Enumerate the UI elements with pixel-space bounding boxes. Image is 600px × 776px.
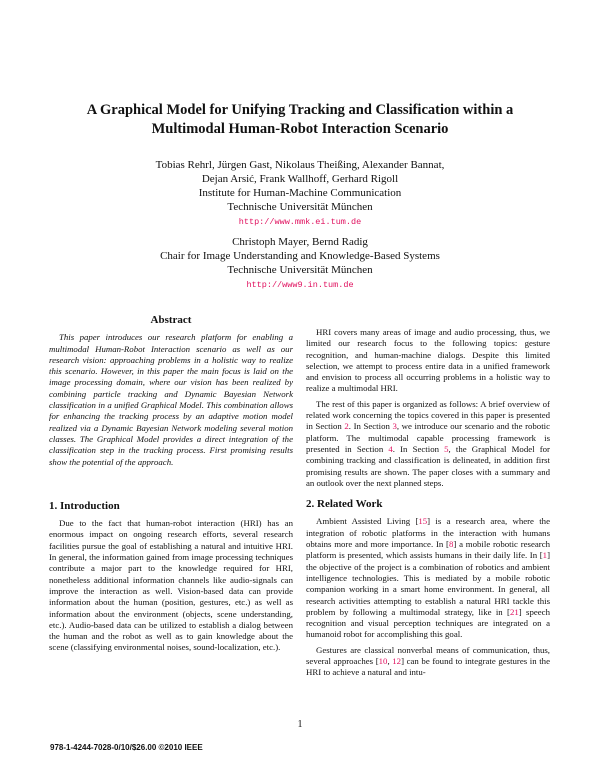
copyright-footer: 978-1-4244-7028-0/10/$26.00 ©2010 IEEE [50,743,203,752]
ref-section-4[interactable]: 4 [388,443,393,454]
text-span: . In Section [392,443,445,454]
right-column [306,327,550,683]
left-column [49,315,293,658]
citation-15[interactable]: 15 [418,516,428,527]
institute-2: Chair for Image Understanding and Knowledge-Based Systems [160,250,440,262]
ref-section-2[interactable]: 2 [344,421,349,432]
institute: Institute for Human-Machine Communication [198,187,402,199]
right-paragraph-4 [306,645,550,679]
text-span: , we introduce our scenario and the robotic platform. The multimodal capable processing framework is presented in Section [306,421,550,454]
text-span: ] speech recognition and visual perception techniques are integrated on a humanoid robot for accomplishing this goal. [306,606,550,640]
paper-title [40,101,560,139]
ref-section-5[interactable]: 5 [444,443,449,454]
citation-12[interactable]: 12 [392,656,402,667]
url-link-2[interactable]: http://www9.in.tum.de [246,280,354,290]
text-span: ] a mobile robotic research platform is presented, which assists humans in their daily life. In [ [306,539,551,561]
citation-1[interactable]: 1 [542,550,548,561]
section-heading-related-work: 2. Related Work [306,498,383,511]
abstract-body [49,332,293,468]
text-span: , [387,656,393,667]
abstract-heading: Abstract [150,314,192,326]
title-line-2: Multimodal Human-Robot Interaction Scenario [151,121,449,137]
authors2-line-1: Christoph Mayer, Bernd Radig [232,236,368,248]
text-span: ] the objective of the project is a combination of robotics and ambient intelligence technologies. This is mediated by a mobile robotic companion working in a smart home environment. In general, all research activities attempting to establish a natural HRI tackle this problem by following a multimodal strategy, like in [ [306,550,550,617]
citation-10[interactable]: 10 [378,656,388,667]
university-2: Technische Universität München [227,264,373,276]
section-heading-introduction: 1. Introduction [49,499,120,512]
authors-line-2: Dejan Arsić, Frank Wallhoff, Gerhard Rigoll [201,173,399,185]
title-line-1: A Graphical Model for Unifying Tracking and Classification within a [86,102,514,118]
text-span: , the Graphical Model for combining tracking and classification is delineated, in addition first promising results are shown. The paper closes with a summary and an outlook over the next planned steps. [306,443,550,488]
author-block-2 [40,235,560,292]
right-paragraph-2 [306,399,550,489]
citation-21[interactable]: 21 [509,606,519,617]
text-span: . In Section [348,421,393,432]
intro-paragraph: Due to the fact that human-robot interaction (HRI) has an enormous impact on ongoing research efforts, several research facilities pursue the goal of establishing a natural and intuitive HRI. In general, the information gained from image processing techniques contribute a major part to the knowledge required for HRI, nonetheless additional information channels like audio-signals can improve the interaction as well. Vision-based data can provide information about the human (position, gestures, etc.) as well as information about the environment (objects, scene understanding, etc.). Audio-based data can be utilized to establish a dialog between the human and the robot as well as to gain knowledge about the scene (classifying environmental noises, sound-localization, etc.). [49,518,293,653]
authors-line-1: Tobias Rehrl, Jürgen Gast, Nikolaus Theißing, Alexander Bannat, [155,159,445,171]
citation-8[interactable]: 8 [448,539,454,550]
text-span: ] can be found to integrate gestures in the HRI to achieve a natural and intu- [306,656,550,678]
university: Technische Universität München [227,201,373,213]
text-span: The rest of this paper is organized as follows: A brief overview of related work concerning the topics covered in this paper is presented in Section [306,398,550,432]
text-span: Ambient Assisted Living [ [316,516,419,527]
url-link-1[interactable]: http://www.mmk.ei.tum.de [238,217,362,227]
abstract-text: This paper introduces our research platform for enabling a multimodal Human-Robot Interaction scenario as well as our research vision: approaching problems in a holistic way to realize this scenario. However, in this paper the main focus is laid on the image processing domain, where our vision has been realized by combining particle tracking and Dynamic Bayesian Network classification in a unified Graphical Model. This combination allows for enhancing the tracking process by an adaptive motion model realized via a Dynamic Bayesian Network modeling several motion classes. The Graphical Model provides a direct integration of the classification step in the tracking process. First promising results show the potential of the approach. [49,332,293,467]
text-span: Gestures are classical nonverbal means of communication, thus, several approaches [ [306,644,550,667]
right-paragraph-3 [306,516,550,640]
right-paragraph-1: HRI covers many areas of image and audio processing, thus, we limited our research focus to the following topics: gesture recognition, and human-machine dialogs. Despite this limited selection, we attempt to process entire data in a unified framework and envision to process all occurring problems in a holistic way to realize a multimodal HRI. [306,327,550,394]
text-span: ] is a research area, where the integration of robotic platforms in the interaction with humans obtains more and more importance. In [ [306,516,550,550]
ref-section-3[interactable]: 3 [392,421,397,432]
page-number: 1 [297,719,303,730]
author-block-1 [40,158,560,229]
